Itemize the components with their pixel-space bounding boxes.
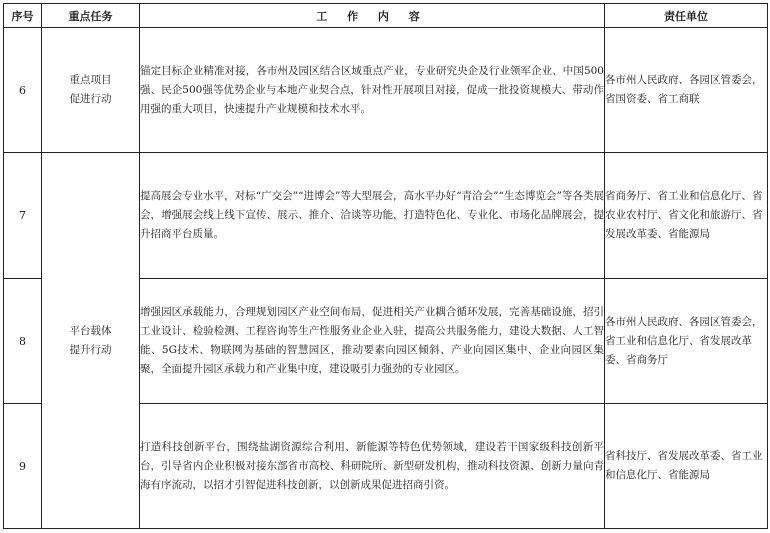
table-row <box>4 28 768 153</box>
row-number: 9 <box>4 404 42 529</box>
header-task: 重点任务 <box>42 4 140 28</box>
work-content: 打造科技创新平台，围绕盐湖资源综合利用、新能源等特色优势领域，建设若干国家级科技创新平台，引导省内企业积极对接东部省市高校、科研院所、新型研发机构，推动科技资源、创新力量向青海有序流动，以招才引智促进科技创新，以创新成果促进招商引资。 <box>140 404 605 529</box>
header-unit: 责任单位 <box>605 4 768 28</box>
header-content: 工 作 内 容 <box>140 4 605 28</box>
responsible-unit: 各市州人民政府、各园区管委会，省工业和信息化厅、省发展改革委、省商务厅 <box>605 279 768 404</box>
header-row <box>4 4 768 28</box>
responsible-unit: 省商务厅、省工业和信息化厅、省农业农村厅、省文化和旅游厅、省发展改革委、省能源局 <box>605 153 768 279</box>
task-name: 重点项目 促进行动 <box>42 28 140 153</box>
row-number: 7 <box>4 153 42 279</box>
row-number: 6 <box>4 28 42 153</box>
work-content: 提高展会专业水平，对标“广交会”“进博会”等大型展会，高水平办好“青洽会”“生态博览会”等各类展会，增强展会线上线下宣传、展示、推介、洽谈等功能，打造特色化、专业化、市场化品牌展会，提升招商平台质量。 <box>140 153 605 279</box>
task-table <box>3 3 768 529</box>
responsible-unit: 省科技厅、省发展改革委、省工业和信息化厅、省能源局 <box>605 404 768 529</box>
row-number: 8 <box>4 279 42 404</box>
task-name: 平台载体 提升行动 <box>42 153 140 529</box>
header-no: 序号 <box>4 4 42 28</box>
table-row <box>4 153 768 279</box>
work-content: 增强园区承载能力，合理规划园区产业空间布局，促进相关产业耦合循环发展，完善基础设施，招引工业设计、检验检测、工程咨询等生产性服务业企业入驻，提高公共服务能力，建设大数据、人工智能、5G技术、物联网为基础的智慧园区，推动要素向园区倾斜、产业向园区集中、企业向园区集聚，全面提升园区承载力和产业集中度，建设吸引力强劲的专业园区。 <box>140 279 605 404</box>
work-content: 锚定目标企业精准对接，各市州及园区结合区域重点产业，专业研究央企及行业领军企业、中国500强、民企500强等优势企业与本地产业契合点，针对性开展项目对接，促成一批投资规模大、带动作用强的重大项目，快速提升产业规模和技术水平。 <box>140 28 605 153</box>
responsible-unit: 各市州人民政府、各园区管委会，省国资委、省工商联 <box>605 28 768 153</box>
